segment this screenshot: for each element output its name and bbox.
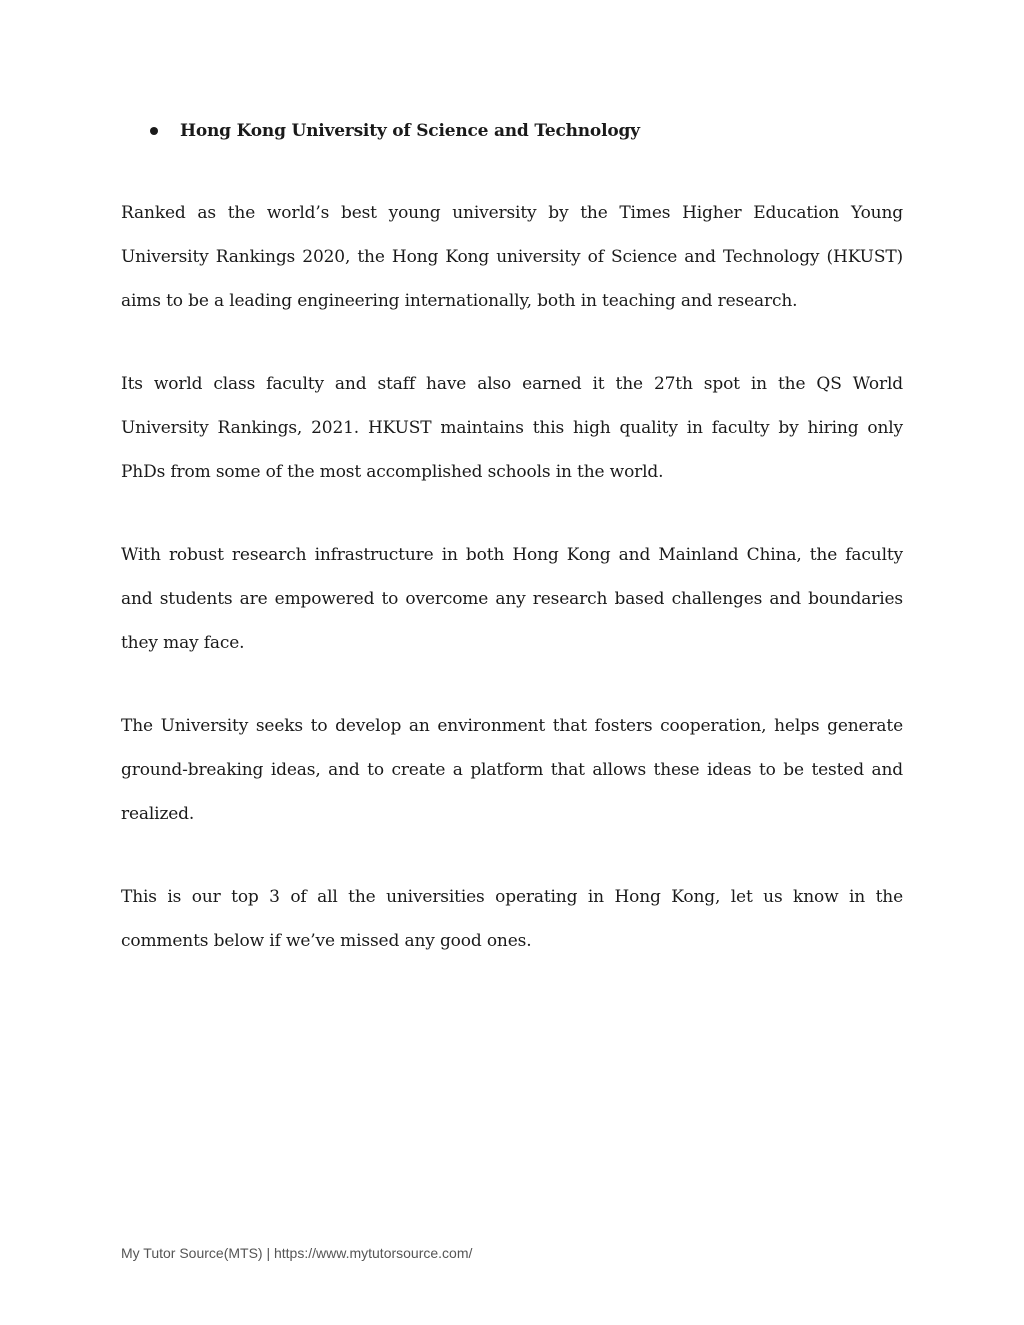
paragraph-environment: The University seeks to develop an environment that fosters cooperation, helps generate ground-breaking ideas, and to create a platform that allows these ideas to be tested and realized. [121,716,903,824]
section-heading: Hong Kong University of Science and Technology [180,121,640,141]
page-footer: My Tutor Source(MTS) | https://www.mytutorsource.com/ [121,1245,473,1261]
paragraph-ranking: Ranked as the world’s best young university by the Times Higher Education Young University Rankings 2020, the Hong Kong university of Science and Technology (HKUST) aims to be a leading engineering internationally, both in teaching and research. [121,203,903,311]
bullet-icon [150,127,158,135]
paragraph-faculty: Its world class faculty and staff have also earned it the 27th spot in the QS World University Rankings, 2021. HKUST maintains this high quality in faculty by hiring only PhDs from some of the most accomplished schools in the world. [121,374,903,482]
section-heading-row [150,118,640,144]
paragraph-infrastructure: With robust research infrastructure in both Hong Kong and Mainland China, the faculty and students are empowered to overcome any research based challenges and boundaries they may face. [121,545,903,653]
paragraph-closing: This is our top 3 of all the universities operating in Hong Kong, let us know in the comments below if we’ve missed any good ones. [121,887,903,951]
